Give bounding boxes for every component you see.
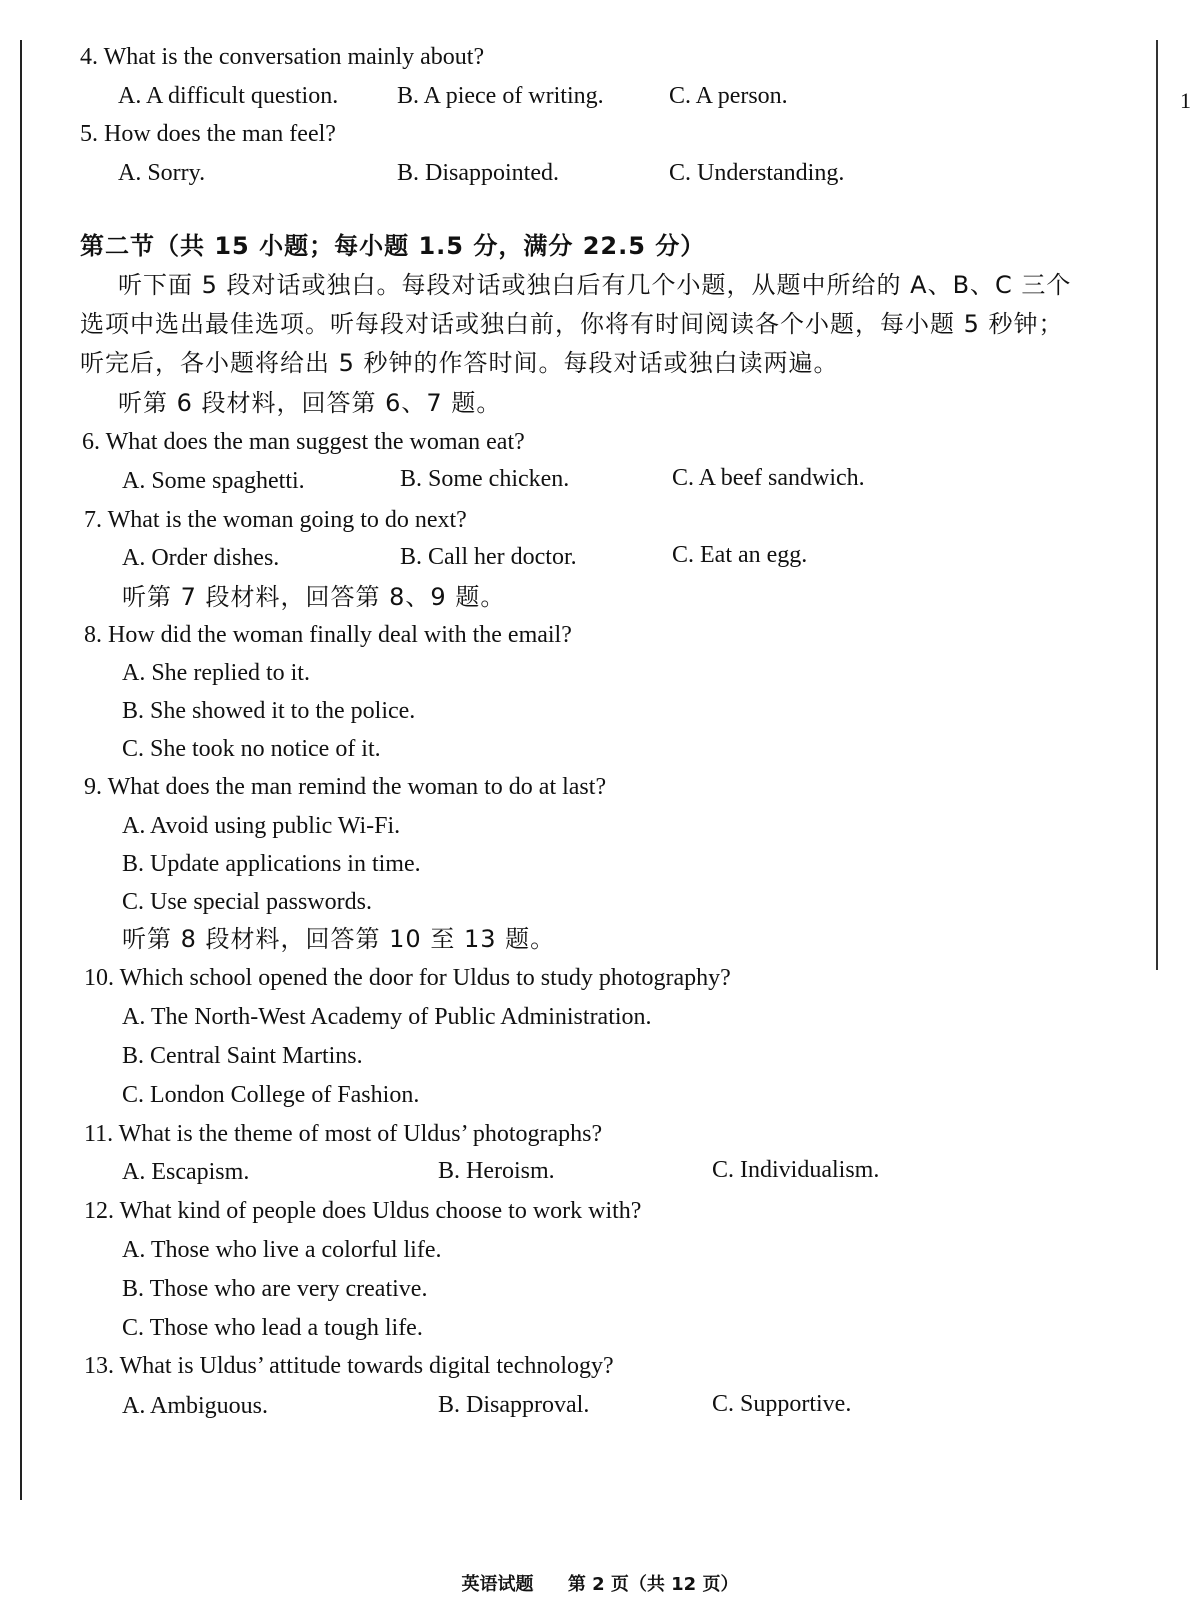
question-10-option-a: A. The North-West Academy of Public Administration. bbox=[122, 1004, 652, 1030]
question-11-option-c: C. Individualism. bbox=[712, 1157, 880, 1183]
question-6-option-c: C. A beef sandwich. bbox=[672, 465, 865, 491]
question-5-stem: 5. How does the man feel? bbox=[80, 121, 336, 147]
question-12-option-b: B. Those who are very creative. bbox=[122, 1276, 428, 1302]
question-5-option-c: C. Understanding. bbox=[669, 160, 845, 186]
question-13-stem: 13. What is Uldus’ attitude towards digital technology? bbox=[84, 1353, 614, 1379]
question-5-option-a: A. Sorry. bbox=[118, 160, 206, 186]
instructions-line-2: 选项中选出最佳选项。听每段对话或独白前，你将有时间阅读各个小题，每小题 5 秒钟； bbox=[80, 310, 1064, 338]
page-footer bbox=[0, 1570, 1200, 1596]
question-4-option-c: C. A person. bbox=[669, 83, 788, 109]
question-12-stem: 12. What kind of people does Uldus choose to work with? bbox=[84, 1198, 642, 1224]
question-7-option-a: A. Order dishes. bbox=[122, 545, 280, 571]
question-9-option-c: C. Use special passwords. bbox=[122, 889, 372, 915]
right-margin-line bbox=[1156, 40, 1158, 970]
question-6-option-a: A. Some spaghetti. bbox=[122, 468, 305, 494]
question-12-option-c: C. Those who lead a tough life. bbox=[122, 1315, 423, 1341]
instructions-line-3: 听完后，各小题将给出 5 秒钟的作答时间。每段对话或独白读两遍。 bbox=[80, 349, 839, 377]
question-9-option-a: A. Avoid using public Wi-Fi. bbox=[122, 813, 401, 839]
question-7-option-c: C. Eat an egg. bbox=[672, 542, 808, 568]
material-6-intro: 听第 6 段材料，回答第 6、7 题。 bbox=[118, 389, 502, 417]
question-12-option-a: A. Those who live a colorful life. bbox=[122, 1237, 442, 1263]
instructions-line-1: 听下面 5 段对话或独白。每段对话或独白后有几个小题，从题中所给的 A、B、C 三个 bbox=[118, 271, 1072, 299]
question-6-stem: 6. What does the man suggest the woman eat? bbox=[82, 429, 525, 455]
question-11-stem: 11. What is the theme of most of Uldus’ photographs? bbox=[84, 1121, 603, 1147]
question-11-option-a: A. Escapism. bbox=[122, 1159, 250, 1185]
question-8-option-a: A. She replied to it. bbox=[122, 660, 310, 686]
question-13-option-c: C. Supportive. bbox=[712, 1391, 852, 1417]
question-7-stem: 7. What is the woman going to do next? bbox=[84, 507, 467, 533]
section-heading: 第二节（共 15 小题；每小题 1.5 分，满分 22.5 分） bbox=[80, 232, 706, 260]
footer-page-number: 第 2 页（共 12 页） bbox=[567, 1574, 739, 1595]
question-8-stem: 8. How did the woman finally deal with the email? bbox=[84, 622, 572, 648]
question-10-stem: 10. Which school opened the door for Uldus to study photography? bbox=[84, 965, 731, 991]
material-8-intro: 听第 8 段材料，回答第 10 至 13 题。 bbox=[122, 925, 556, 953]
question-13-option-b: B. Disapproval. bbox=[438, 1392, 590, 1418]
question-4-option-a: A. A difficult question. bbox=[118, 83, 339, 109]
question-4-stem: 4. What is the conversation mainly about? bbox=[80, 44, 485, 70]
question-13-option-a: A. Ambiguous. bbox=[122, 1393, 269, 1419]
question-5-option-b: B. Disappointed. bbox=[397, 160, 559, 186]
question-8-option-b: B. She showed it to the police. bbox=[122, 698, 416, 724]
question-8-option-c: C. She took no notice of it. bbox=[122, 736, 381, 762]
page-edge-mark: 1 bbox=[1180, 88, 1191, 113]
question-9-stem: 9. What does the man remind the woman to do at last? bbox=[84, 774, 607, 800]
question-11-option-b: B. Heroism. bbox=[438, 1158, 555, 1184]
question-10-option-b: B. Central Saint Martins. bbox=[122, 1043, 363, 1069]
question-10-option-c: C. London College of Fashion. bbox=[122, 1082, 420, 1108]
question-4-option-b: B. A piece of writing. bbox=[397, 83, 604, 109]
question-9-option-b: B. Update applications in time. bbox=[122, 851, 421, 877]
question-6-option-b: B. Some chicken. bbox=[400, 466, 570, 492]
left-margin-line bbox=[20, 40, 22, 1500]
footer-subject: 英语试题 bbox=[461, 1574, 534, 1595]
material-7-intro: 听第 7 段材料，回答第 8、9 题。 bbox=[122, 583, 506, 611]
question-7-option-b: B. Call her doctor. bbox=[400, 544, 577, 570]
